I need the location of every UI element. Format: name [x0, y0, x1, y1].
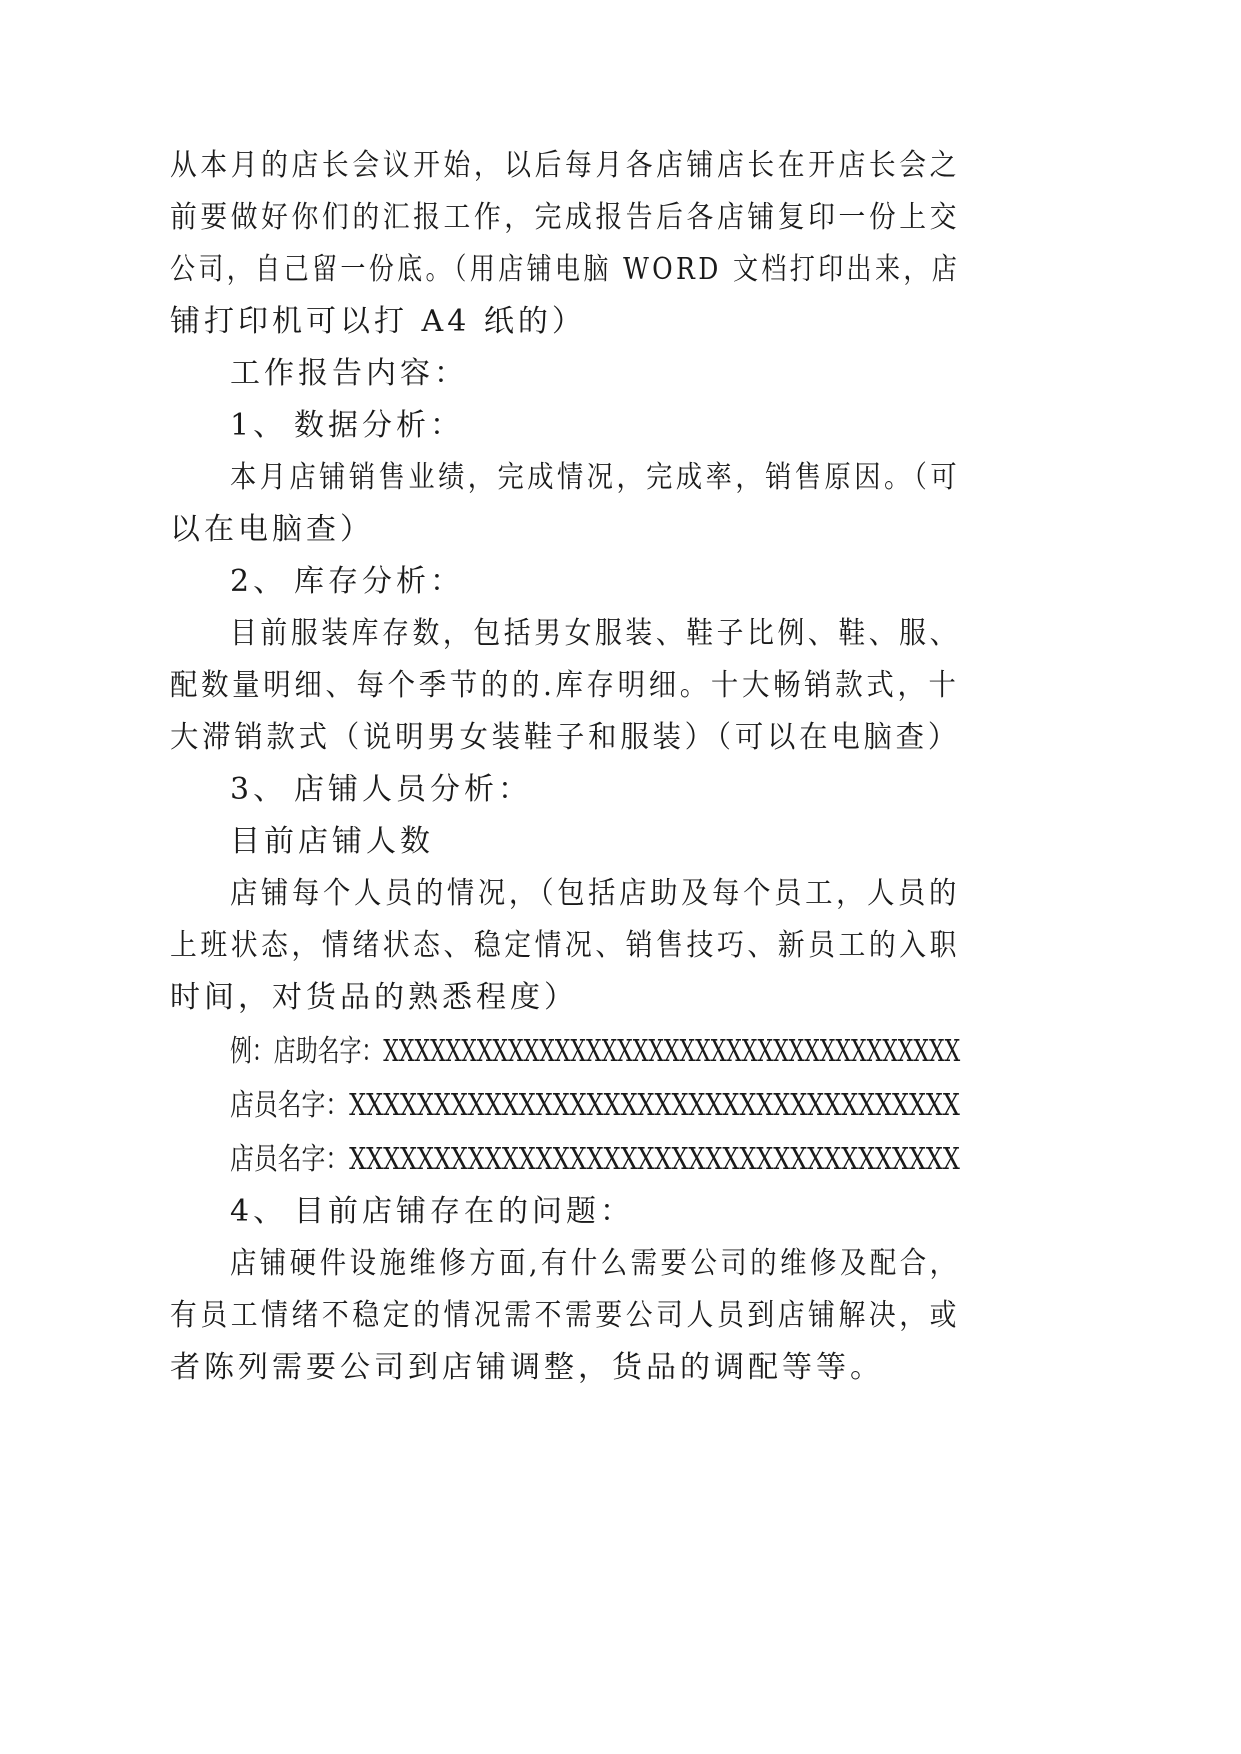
section-2-body-line-2: 配数量明细、每个季节的的.库存明细。十大畅销款式，十: [170, 668, 960, 703]
intro-line-3: 公司，自己留一份底。（用店铺电脑 WORD 文档打印出来，店: [170, 252, 961, 287]
section-3-number: 3、: [230, 772, 288, 807]
intro-line-2: 前要做好你们的汇报工作，完成报告后各店铺复印一份上交: [170, 200, 961, 235]
section-1-heading: [230, 406, 464, 446]
section-1-body-line-1: 本月店铺销售业绩，完成情况，完成率，销售原因。（可: [230, 460, 961, 495]
example-assistant-name: 例：店助名字：XXXXXXXXXXXXXXXXXXXXXXXXXXXXXXXXXXXXX: [230, 1034, 961, 1069]
example-staff-name-1: 店员名字：XXXXXXXXXXXXXXXXXXXXXXXXXXXXXXXXXXXX: [230, 1088, 960, 1123]
section-1-title: 数据分析：: [294, 408, 464, 443]
section-3-title: 店铺人员分析：: [294, 772, 532, 807]
section-3-heading: [230, 770, 532, 810]
section-1-body-line-2: 以在电脑查）: [170, 512, 374, 547]
section-2-number: 2、: [230, 564, 288, 599]
intro-line-1: 从本月的店长会议开始，以后每月各店铺店长在开店长会之: [170, 148, 961, 183]
intro-line-4: 铺打印机可以打 A4 纸的）: [170, 304, 586, 339]
section-3-body-line-2: 上班状态，情绪状态、稳定情况、销售技巧、新员工的入职: [170, 928, 961, 963]
section-1-number: 1、: [230, 408, 288, 443]
section-4-heading: [230, 1192, 634, 1232]
section-3-count: 目前店铺人数: [230, 824, 434, 859]
section-2-body-line-1: 目前服装库存数，包括男女服装、鞋子比例、鞋、服、: [230, 616, 960, 651]
section-2-body-line-3: 大滞销款式（说明男女装鞋子和服装）（可以在电脑查）: [170, 720, 960, 755]
section-4-title: 目前店铺存在的问题：: [294, 1194, 634, 1229]
section-2-title: 库存分析：: [294, 564, 464, 599]
contents-heading: 工作报告内容：: [230, 356, 468, 391]
section-4-body-line-3: 者陈列需要公司到店铺调整，货品的调配等等。: [170, 1350, 884, 1385]
section-3-body-line-1: 店铺每个人员的情况，（包括店助及每个员工，人员的: [230, 876, 961, 911]
example-staff-name-2: 店员名字：XXXXXXXXXXXXXXXXXXXXXXXXXXXXXXXXXXXX: [230, 1142, 960, 1177]
section-3-body-line-3: 时间，对货品的熟悉程度）: [170, 980, 578, 1015]
section-4-body-line-1: 店铺硬件设施维修方面,有什么需要公司的维修及配合，: [230, 1246, 960, 1281]
section-4-body-line-2: 有员工情绪不稳定的情况需不需要公司人员到店铺解决，或: [170, 1298, 961, 1333]
section-2-heading: [230, 562, 464, 602]
section-4-number: 4、: [230, 1194, 288, 1229]
